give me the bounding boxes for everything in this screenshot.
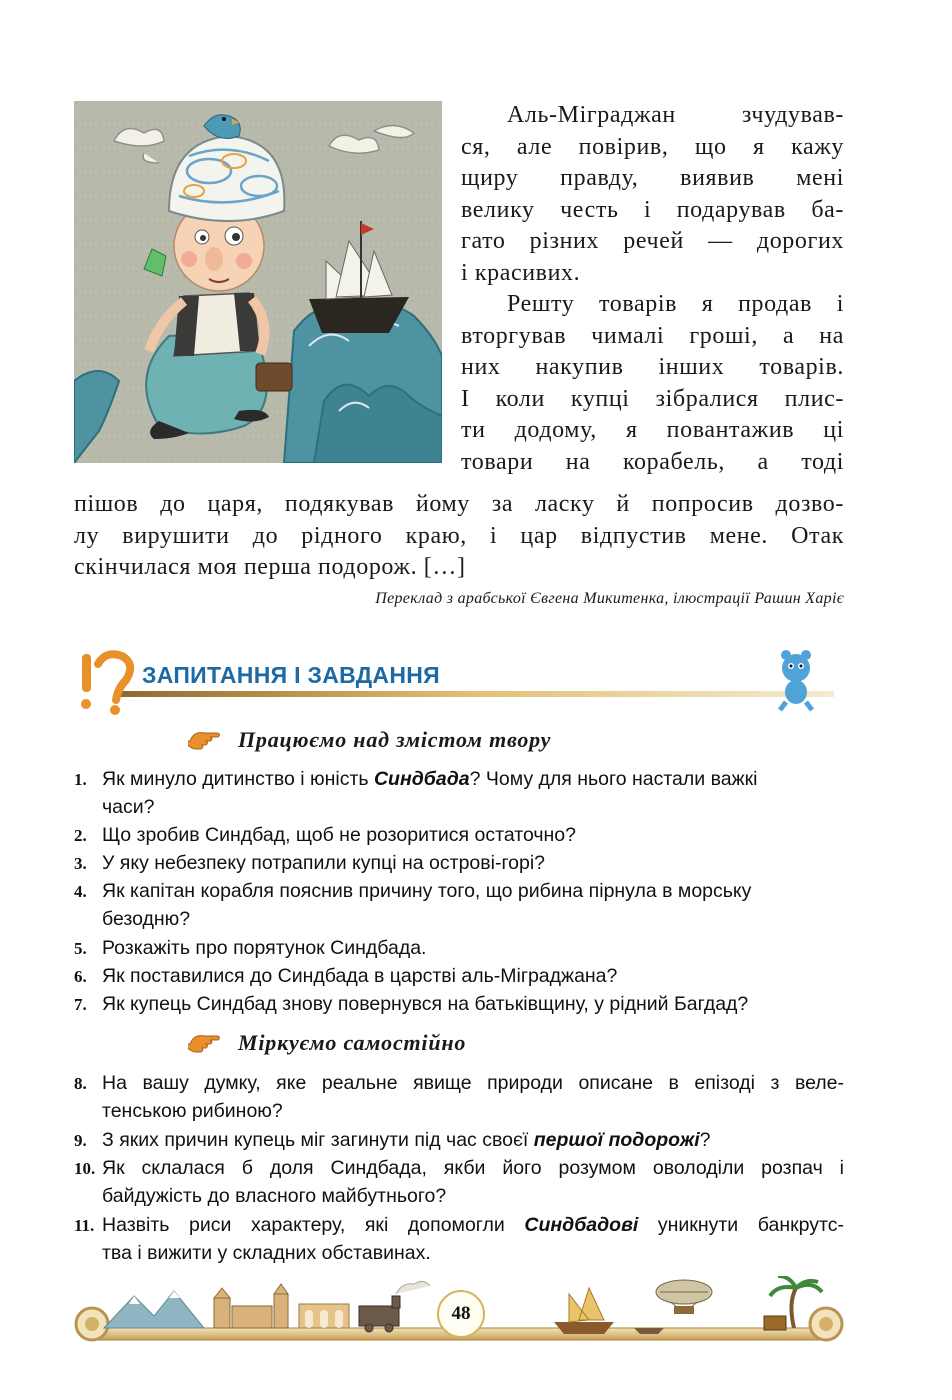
question-text: Як купець Синдбад знову повернувся на батьківщину, у рідний Багдад? bbox=[102, 993, 749, 1015]
story-line: Аль-Міграджан зчудував- bbox=[507, 102, 844, 128]
question-text: байдужість до власного майбутнього? bbox=[102, 1185, 447, 1207]
question-text: ? Чому для нього настали важкі bbox=[469, 768, 758, 790]
question-item bbox=[74, 1069, 844, 1125]
question-number: 1. bbox=[74, 770, 87, 789]
question-number: 11. bbox=[74, 1216, 95, 1235]
story-line: них накупив інших товарів. bbox=[461, 354, 844, 380]
question-text: З яких причин купець міг загинути під час своєї bbox=[102, 1129, 534, 1151]
question-item bbox=[74, 821, 844, 849]
question-item bbox=[74, 962, 844, 990]
question-exclamation-icon bbox=[81, 654, 130, 715]
question-item bbox=[74, 877, 844, 933]
questions-title: ЗАПИТАННЯ І ЗАВДАННЯ bbox=[142, 662, 440, 688]
question-emphasis: Синдбада bbox=[373, 768, 470, 790]
story-line: ся, але повірив, що я кажу bbox=[461, 133, 844, 160]
question-number: 6. bbox=[74, 967, 87, 986]
hand-pointer-icon bbox=[188, 1032, 222, 1056]
question-item bbox=[74, 849, 844, 877]
question-text: ? bbox=[699, 1129, 711, 1151]
question-text: тва і вижити у складних обставинах. bbox=[102, 1242, 431, 1264]
story-line: щиру правду, виявив мені bbox=[461, 165, 844, 191]
question-text: часи? bbox=[102, 796, 155, 818]
question-text: Як минуло дитинство і юність bbox=[102, 768, 374, 790]
story-line: Решту товарів я продав і bbox=[507, 291, 844, 317]
question-text: На вашу думку, яке реальне явище природи описане в епізоді з веле- bbox=[102, 1072, 844, 1094]
question-text: Як поставилися до Синдбада в царстві аль-Міграджана? bbox=[102, 965, 618, 987]
question-item bbox=[74, 765, 844, 821]
question-number: 8. bbox=[74, 1074, 87, 1093]
story-line: скінчилася моя перша подорож. […] bbox=[74, 554, 466, 580]
blue-creature-icon bbox=[780, 650, 812, 710]
question-number: 10. bbox=[74, 1159, 96, 1178]
question-item bbox=[74, 1126, 844, 1154]
question-number: 9. bbox=[74, 1131, 87, 1150]
story-line: і красивих. bbox=[461, 259, 581, 286]
story-text-full bbox=[74, 489, 844, 584]
story-line: І коли купці зібралися плис- bbox=[461, 385, 844, 412]
question-text: безодню? bbox=[102, 908, 191, 930]
section-title: Працюємо над змістом твору bbox=[238, 727, 552, 752]
question-text: тенською рибиною? bbox=[102, 1100, 283, 1122]
question-emphasis: першої подорожі bbox=[533, 1129, 700, 1151]
story-line: пішов до царя, подякував йому за ласку й попросив дозво- bbox=[74, 491, 844, 517]
question-emphasis: Синдбадові bbox=[524, 1214, 639, 1236]
question-number: 5. bbox=[74, 939, 87, 958]
question-number: 7. bbox=[74, 995, 87, 1014]
question-text: Назвіть риси характеру, які допомогли bbox=[102, 1214, 525, 1236]
question-text: Розкажіть про порятунок Синдбада. bbox=[102, 937, 427, 959]
question-item bbox=[74, 934, 844, 962]
story-line: вторгував чималі гроші, а на bbox=[461, 322, 844, 349]
question-text: уникнути банкрутс- bbox=[638, 1214, 844, 1236]
page-number: 48 bbox=[437, 1290, 485, 1338]
story-text-right bbox=[461, 100, 844, 478]
question-item bbox=[74, 1211, 844, 1267]
story-line: ти додому, я повантажив ці bbox=[461, 417, 844, 443]
question-number: 4. bbox=[74, 882, 87, 901]
question-number: 3. bbox=[74, 854, 87, 873]
story-line: товари на корабель, а тоді bbox=[461, 448, 844, 475]
sindbad-illustration bbox=[74, 101, 442, 463]
translation-credit: Переклад з арабської Євгена Микитенка, ілюстрації Рашин Харіє bbox=[375, 590, 844, 607]
question-item bbox=[74, 1154, 844, 1210]
question-text: Що зробив Синдбад, щоб не розоритися остаточно? bbox=[102, 824, 576, 846]
story-line: лу вирушити до рідного краю, і цар відпустив мене. Отак bbox=[74, 522, 844, 549]
question-number: 2. bbox=[74, 826, 87, 845]
question-text: У яку небезпеку потрапили купці на острові-горі? bbox=[102, 852, 546, 874]
questions-header bbox=[74, 646, 844, 716]
hand-pointer-icon bbox=[188, 729, 222, 753]
story-line: велику честь і подарував ба- bbox=[461, 196, 844, 223]
question-text: Як капітан корабля пояснив причину того, що рибина пірнула в морську bbox=[102, 880, 752, 902]
question-text: Як склалася б доля Синдбада, якби його розумом оволоділи розпач і bbox=[102, 1157, 844, 1179]
question-item bbox=[74, 990, 844, 1018]
story-line: гато різних речей — дорогих bbox=[461, 228, 844, 254]
section-title: Міркуємо самостійно bbox=[238, 1030, 467, 1055]
